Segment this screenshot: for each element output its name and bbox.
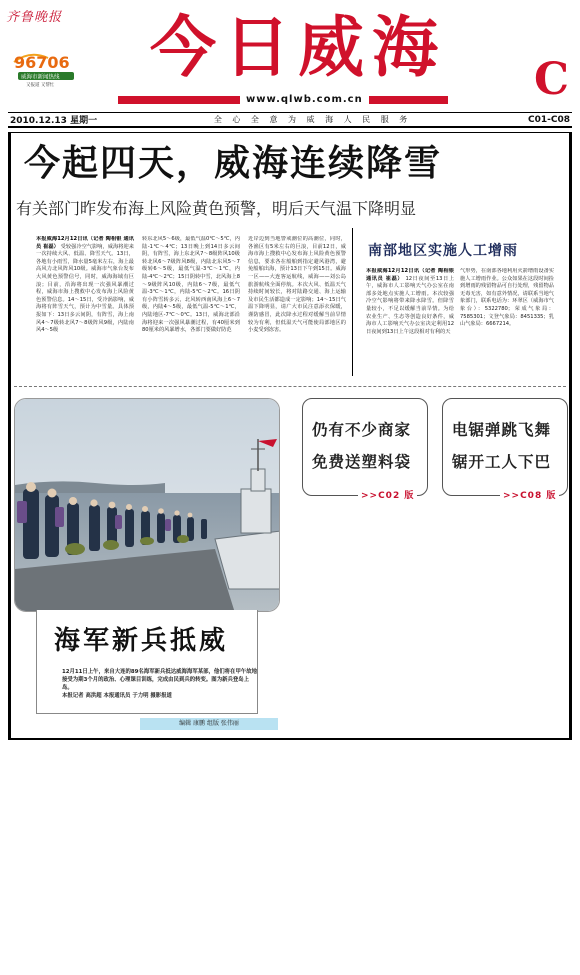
sidebar-byline: 本报威海12月12日讯（记者 陶相银 通讯员 崔磊） [366, 268, 454, 282]
issue-date: 2010.12.13 星期一 [10, 116, 98, 126]
radio-line2: 又报道 又帮忙 [26, 83, 55, 88]
masthead-title: 今日威海 [150, 8, 446, 86]
dateline-bar [8, 112, 572, 128]
website-url[interactable]: www.qlwb.com.cn [240, 94, 369, 106]
column-divider [352, 228, 353, 376]
newspaper-brand: 齐鲁晚报 [6, 10, 63, 25]
lead-text-1: 受较强冷空气影响，威海将迎来一次持续大风、低温、降雪天气。13日，各地有小雨雪，降水量5毫米左右，海上最高风力北风阵风10级。威海市气象台发布大风黄色预警信号，同时，威海海域有巨浪；目前，沿海将出现一次强风暴潮过程，威海市海上搜救中心发布海上风险黄色预警信息。14～15日，受冷涡影响，威海将有阵雪天气，预计为中雪量。具体预报如下：13日多云间阴，有阵雪，海上南风4～7级转北风7～8级阵风9级，内陆南风4～5级 [36, 243, 134, 334]
lead-column-1 [36, 236, 134, 372]
sidebar-headline[interactable]: 南部地区实施人工增雨 [368, 243, 518, 259]
slogan: 全 心 全 意 为 威 海 人 民 服 务 [213, 115, 412, 124]
promo-2-line-2[interactable]: 锯开工人下巴 [452, 453, 552, 471]
promo-1-line-1[interactable]: 仍有不少商家 [312, 421, 412, 439]
lead-headline[interactable]: 今起四天，威海连续降雪 [24, 143, 443, 184]
news-photo [14, 398, 280, 612]
radio-line1: 威海市新闻热线 [21, 74, 60, 81]
lead-subhead: 有关部门昨发布海上风险黄色预警，明后天气温下降明显 [16, 199, 417, 218]
sidebar-text-1: 12日夜间至13日上午，威海市人工影响天气办公室在南部多处地点实施人工增雨。本次较强冷空气影响将带来降水降雪。但降雪量较小，不足以缓解当前旱情。为给农业生产、生态等创造良好条件，威海市人工影响天气办公室决定利用12日夜间到13日上午这段相对有利的天 [366, 275, 454, 335]
radio-logo [10, 48, 86, 88]
photo-story-title[interactable]: 海军新兵抵威 [54, 626, 229, 656]
section-divider [14, 386, 566, 387]
promo-box-plastic-bags[interactable] [302, 398, 428, 496]
photo-caption-text: 12月11日上午，来自大连的89名海军新兵抵达威海海军某部，他们将在甲午故地接受为期3个月的政治、心理课目训练，完成由民到兵的转变。图为新兵登岛上岛。 [62, 669, 258, 691]
lead-column-3: 近岸边到当地警戒潮位的高潮位，同时，各渔区有5米左右的巨浪，目前12日，威海市海上搜救中心发布海上风险黄色预警信息，要求各在船舶到指定避风港湾，避免船舶出海，预计13日下午到15日。威海一区——大连客运航线，威海——刘公岛旅游航线全面停航。本次大风、低温天气持续时间较长，将对陆路交通、海上运输及市民生活都造成一定影响；14～15日气温下降明显，请广大市民注意添衣保暖，谨防感冒，此次降水过程对缓解当前旱情较为有利，但低温天气可能使局部地区的小麦受到冻害。 [248, 236, 346, 334]
lead-column-2: 转东北风5～6级，最低气温0℃～5℃，内陆-1℃～4℃；13日晚上到14日多云间阴，有阵雪，海上东北风7～8级阵风10级转北风6～7级阵风8级，内陆北东风5～7级转6～5级，最低气温-3℃～1℃，内陆-4℃～2℃；15日阴转中雪，北风海上8～9级阵风10级，内陆6～7级，最低气温-3℃～1℃，内陆-5℃～2℃。16日阴有小阵雪转多云，北风转西南风海上6～7级，内陆4～5级，最低气温-5℃～1℃，内陆地区-7℃～0℃。13日，威海北部沿海将迎来一次强风暴潮过程，有40厘米到80厘米的风暴增水，各部门要做好防范 [142, 236, 240, 334]
photo-byline: 本报记者 高洪超 本报通讯员 于力明 摄影报道 [62, 693, 172, 699]
page-range: C01-C08 [527, 114, 570, 125]
promo-2-page-ref[interactable]: >>C08 版 [500, 488, 559, 501]
sidebar-column-2: 气形势，在南部各地利用火箭增雨设备实施人工增雨作业。公众如果在这段时间捡到增雨的残留物品可自行处理，残留物品无毒无害，如有意外情况，请联系当地气象部门，联系电话为：环翠区（威海市气象台）：5322780；荣成气象局：7585301；文登气象局：8451335；乳山气象局：6667214。 [460, 268, 554, 328]
sidebar-column-1 [366, 268, 454, 374]
edition-letter: C [534, 54, 570, 105]
promo-1-line-2[interactable]: 免费送塑料袋 [312, 453, 412, 471]
lead-byline: 本报威海12月12日讯（记者 陶相银 通讯员 崔磊） [36, 236, 134, 250]
photo-caption [62, 668, 258, 700]
promo-box-chainsaw[interactable] [442, 398, 568, 496]
editor-credits: 编辑 康鹏 组版 张伟丽 [140, 718, 278, 730]
promo-2-line-1[interactable]: 电锯弹跳飞舞 [452, 421, 552, 439]
promo-1-page-ref[interactable]: >>C02 版 [358, 488, 417, 501]
radio-number: 96706 [14, 53, 70, 72]
